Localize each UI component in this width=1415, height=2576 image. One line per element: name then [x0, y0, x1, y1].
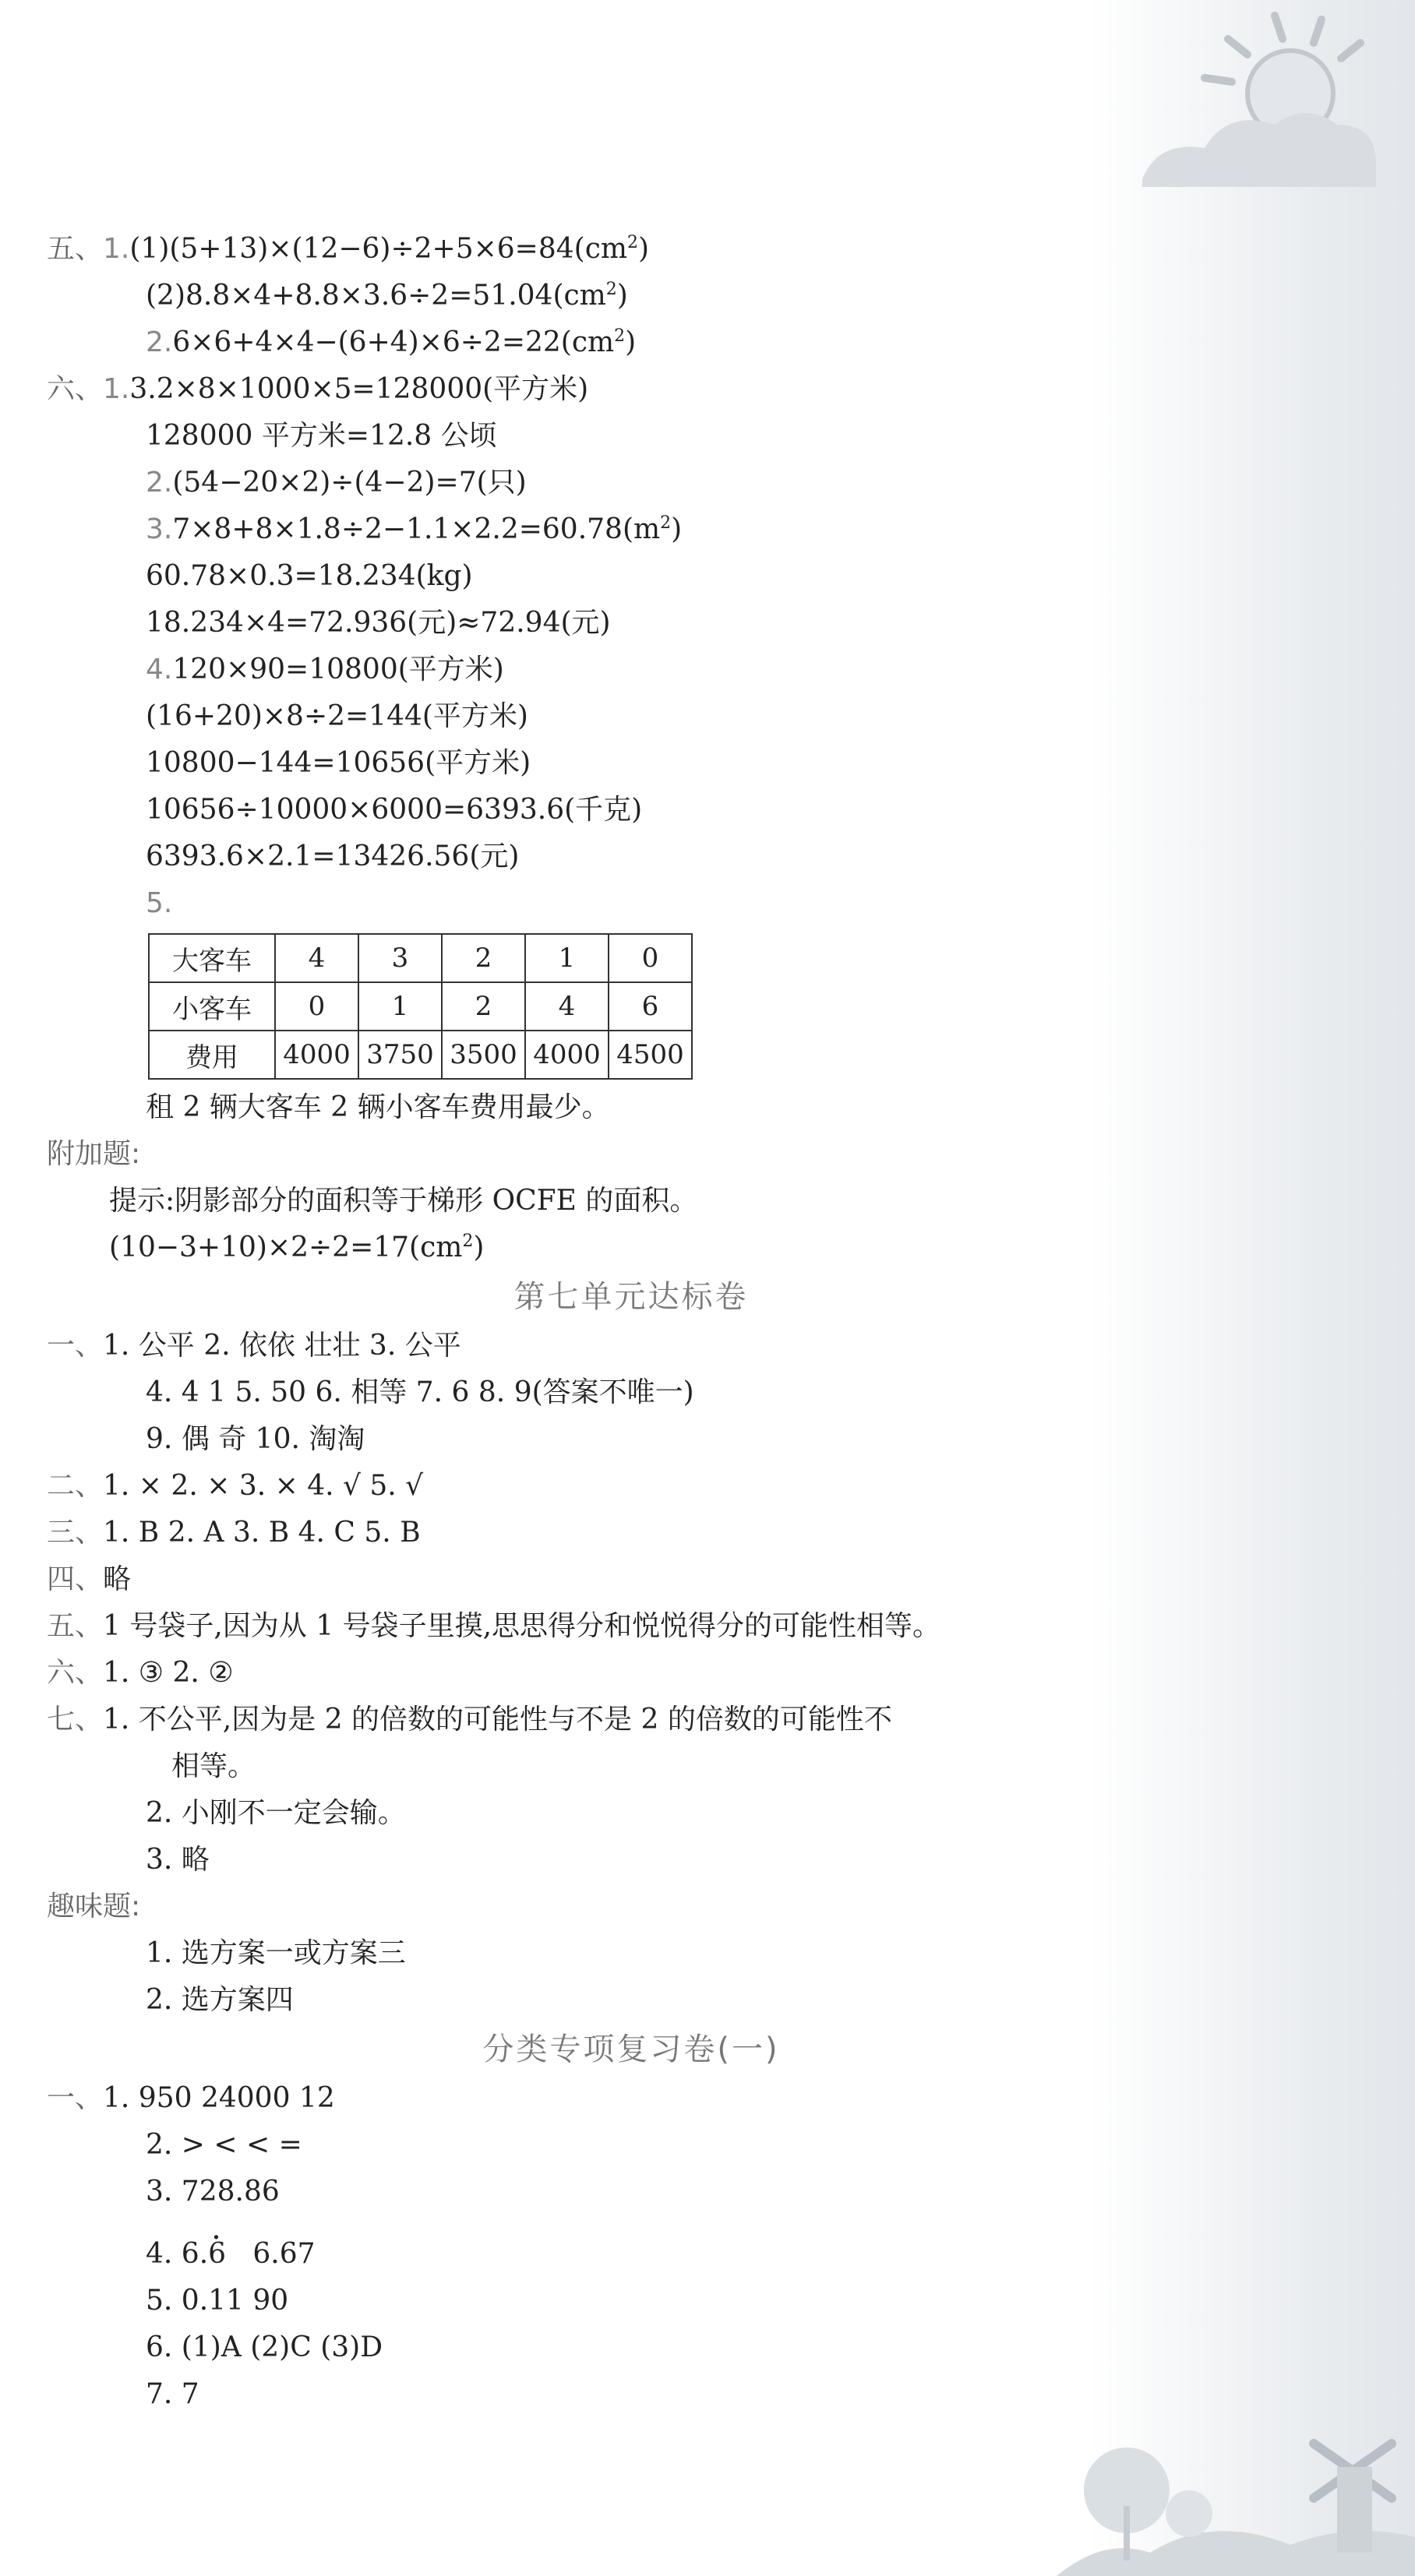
- s6-line-10: [47, 787, 1060, 833]
- answer-text: 4. 4 1 5. 50 6. 相等 7. 6 8. 9(答案不唯一): [146, 1376, 694, 1408]
- superscript: 2: [462, 1232, 474, 1251]
- section-label: 一、: [47, 2082, 104, 2114]
- answer-text: 相等。: [171, 1750, 256, 1782]
- answer-text: 略: [103, 1563, 132, 1595]
- u7-fun-label-line: [47, 1884, 1060, 1930]
- section-label: 一、: [47, 1330, 104, 1362]
- answer-text-end: ): [625, 326, 637, 358]
- answer-text: 7. 7: [146, 2378, 199, 2410]
- section-label: 五、: [47, 233, 104, 265]
- u7-s5-line: [47, 1603, 1060, 1650]
- table-cell: 1: [358, 982, 442, 1031]
- answer-text: 1. ③ 2. ②: [103, 1657, 234, 1689]
- section-label: 六、: [47, 373, 104, 405]
- section-label: 四、: [47, 1563, 104, 1595]
- r1-line-5: [47, 2278, 1060, 2324]
- subsection-label: 附加题:: [47, 1138, 141, 1170]
- answer-text: (16+20)×8÷2=144(平方米): [146, 700, 528, 732]
- extra-hint-line: [47, 1178, 1060, 1225]
- superscript: 2: [605, 280, 617, 299]
- question-number: 1.: [103, 373, 130, 405]
- u7-s1-line-1: [47, 1323, 1060, 1369]
- extra-calc-line: [47, 1225, 1060, 1271]
- section-label: 三、: [47, 1517, 104, 1549]
- answer-text: (10−3+10)×2÷2=17(cm: [109, 1232, 463, 1263]
- s5-line-2: [47, 273, 1060, 319]
- table-cell: 3: [358, 934, 442, 982]
- superscript: 2: [614, 326, 626, 346]
- s6-line-5: [47, 553, 1060, 600]
- r1-line-3: [47, 2169, 1060, 2215]
- table-cell: 4500: [609, 1031, 692, 1079]
- table-cell: 2: [442, 982, 525, 1031]
- table-row-header: 大客车: [149, 934, 275, 982]
- answer-text: 1. × 2. × 3. × 4. √ 5. √: [103, 1470, 424, 1502]
- table-cell: 0: [609, 934, 692, 982]
- answer-text-end: ): [638, 233, 650, 265]
- answer-content: [47, 226, 1060, 2418]
- u7-s6-line: [47, 1650, 1060, 1697]
- answer-text-end: ): [473, 1232, 485, 1263]
- answer-text: 6.67: [226, 2238, 316, 2270]
- section-label: 七、: [47, 1704, 104, 1736]
- question-number: 2.: [146, 467, 173, 499]
- bus-cost-table: [148, 933, 693, 1080]
- subsection-label: 趣味题:: [47, 1891, 141, 1922]
- answer-text: (2)8.8×4+8.8×3.6÷2=51.04(cm: [146, 280, 606, 312]
- table-row-header: 费用: [149, 1031, 275, 1079]
- table-row: [149, 1031, 692, 1079]
- extra-label-line: [47, 1131, 1060, 1178]
- table-cell: 4: [525, 982, 609, 1031]
- section-label: 六、: [47, 1657, 104, 1689]
- question-number: 3.: [146, 513, 173, 545]
- s5-line-3: [47, 319, 1060, 366]
- table-cell: 6: [609, 982, 692, 1031]
- question-number: 5.: [146, 887, 173, 919]
- section-label: 五、: [47, 1610, 104, 1642]
- question-number: 2.: [146, 326, 173, 358]
- r1-line-2: [47, 2122, 1060, 2169]
- answer-text: 3. 略: [146, 1844, 210, 1876]
- s6-line-11: [47, 833, 1060, 880]
- answer-text-end: ): [616, 280, 628, 312]
- table-cell: 3750: [358, 1031, 442, 1079]
- s6-line-2: [47, 413, 1060, 460]
- answer-text: 6393.6×2.1=13426.56(元): [146, 840, 520, 872]
- answer-text: 120×90=10800(平方米): [172, 654, 504, 685]
- table-cell: 4: [275, 934, 358, 982]
- u7-s7-line-4: [47, 1837, 1060, 1884]
- answer-text: 1 号袋子,因为从 1 号袋子里摸,思思得分和悦悦得分的可能性相等。: [103, 1610, 941, 1642]
- answer-text: (54−20×2)÷(4−2)=7(只): [172, 467, 527, 499]
- answer-text: 1. 950 24000 12: [103, 2082, 335, 2114]
- answer-text: 1. 不公平,因为是 2 的倍数的可能性与不是 2 的倍数的可能性不: [103, 1704, 892, 1736]
- u7-s2-line: [47, 1463, 1060, 1510]
- answer-text: 3.2×8×1000×5=128000(平方米): [129, 373, 589, 405]
- page-background-gradient: [1088, 0, 1415, 2576]
- r1-line-4: [47, 2231, 1060, 2278]
- answer-text: (1)(5+13)×(12−6)÷2+5×6=84(cm: [129, 233, 627, 265]
- u7-s1-line-2: [47, 1369, 1060, 1416]
- answer-text: 60.78×0.3=18.234(kg): [146, 560, 473, 592]
- s6-line-6: [47, 600, 1060, 647]
- windmill-landscape-illustration: [1057, 2381, 1415, 2576]
- s6-line-12: [47, 880, 1060, 927]
- s6-line-13: [47, 1084, 1060, 1131]
- s6-line-3: [47, 460, 1060, 506]
- answer-text: 6. (1)A (2)C (3)D: [146, 2331, 383, 2363]
- answer-text: 1. 选方案一或方案三: [146, 1937, 406, 1969]
- answer-text: 2. 小刚不一定会输。: [146, 1797, 406, 1829]
- answer-text: 1. B 2. A 3. B 4. C 5. B: [103, 1517, 421, 1549]
- r1-line-7: [47, 2371, 1060, 2418]
- s6-line-9: [47, 740, 1060, 787]
- answer-text: 7×8+8×1.8÷2−1.1×2.2=60.78(m: [172, 513, 661, 545]
- s5-line-1: [47, 226, 1060, 273]
- review1-title: 分类专项复习卷(一): [482, 2032, 780, 2067]
- r1-line-1: [47, 2075, 1060, 2122]
- answer-text: 3. 728.86: [146, 2176, 280, 2208]
- u7-s7-line-1: [47, 1697, 1060, 1743]
- u7-fun-line-2: [47, 1977, 1060, 2024]
- answer-text: 18.234×4=72.936(元)≈72.94(元): [146, 607, 611, 639]
- answer-text: 10656÷10000×6000=6393.6(千克): [146, 794, 643, 826]
- question-number: 4.: [146, 654, 173, 685]
- u7-fun-line-1: [47, 1930, 1060, 1977]
- question-number: 1.: [103, 233, 130, 265]
- u7-s7-line-3: [47, 1790, 1060, 1837]
- table-row-header: 小客车: [149, 982, 275, 1031]
- r1-line-6: [47, 2324, 1060, 2371]
- table-cell: 0: [275, 982, 358, 1031]
- table-row: [149, 982, 692, 1031]
- hint-text: 提示:阴影部分的面积等于梯形 OCFE 的面积。: [109, 1185, 698, 1217]
- u7-s4-line: [47, 1556, 1060, 1603]
- superscript: 2: [627, 233, 638, 252]
- answer-text: 1. 公平 2. 依依 壮壮 3. 公平: [103, 1330, 461, 1362]
- superscript: 2: [660, 513, 672, 533]
- u7-s1-line-3: [47, 1416, 1060, 1463]
- answer-text: 2. > < < =: [146, 2129, 302, 2161]
- answer-text: 9. 偶 奇 10. 淘淘: [146, 1423, 365, 1455]
- table-cell: 4000: [525, 1031, 609, 1079]
- u7-s7-line-2: [47, 1743, 1060, 1790]
- table-row: [149, 934, 692, 982]
- s6-line-1: [47, 366, 1060, 413]
- answer-text: 2. 选方案四: [146, 1984, 294, 2016]
- answer-text: 6×6+4×4−(6+4)×6÷2=22(cm: [172, 326, 615, 358]
- table-cell: 1: [525, 934, 609, 982]
- answer-text: 租 2 辆大客车 2 辆小客车费用最少。: [146, 1091, 610, 1123]
- repeating-digit: · 6: [208, 2238, 226, 2270]
- answer-text: 4. 6.: [146, 2238, 209, 2270]
- u7-s3-line: [47, 1510, 1060, 1556]
- table-cell: 2: [442, 934, 525, 982]
- s6-line-4: [47, 506, 1060, 553]
- s6-line-7: [47, 647, 1060, 693]
- table-cell: 3500: [442, 1031, 525, 1079]
- table-cell: 4000: [275, 1031, 358, 1079]
- answer-text: 128000 平方米=12.8 公顷: [146, 420, 497, 452]
- s6-line-8: [47, 693, 1060, 740]
- answer-text: 5. 0.11 90: [146, 2285, 289, 2317]
- unit7-title: 第七单元达标卷: [513, 1279, 749, 1315]
- sun-cloud-illustration: [1127, 8, 1384, 203]
- section-label: 二、: [47, 1470, 104, 1502]
- answer-text: 10800−144=10656(平方米): [146, 747, 531, 779]
- answer-text-end: ): [671, 513, 683, 545]
